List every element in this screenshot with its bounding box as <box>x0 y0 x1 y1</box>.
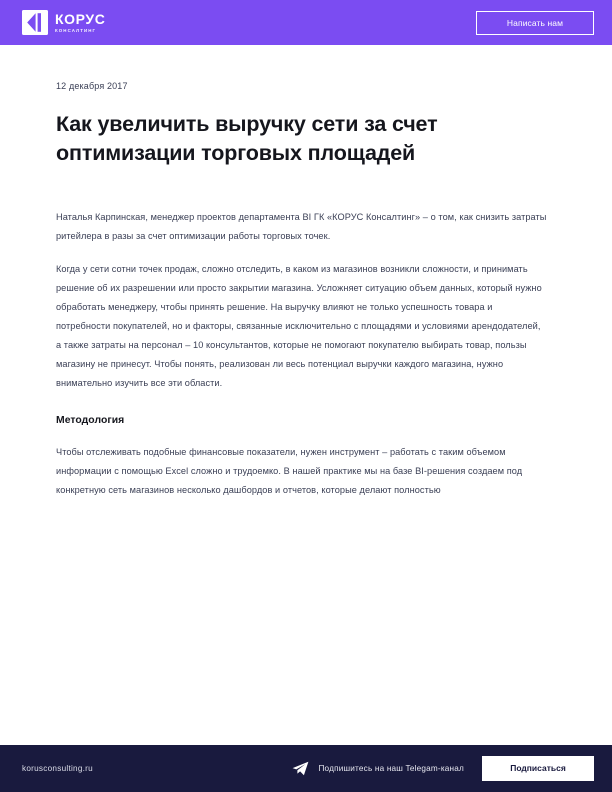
brand-logo[interactable] <box>22 10 105 35</box>
article-date: 12 декабря 2017 <box>56 81 128 91</box>
telegram-subscribe-label: Подпишитесь на наш Telegam-канал <box>318 764 464 773</box>
subscribe-button[interactable]: Подписаться <box>482 756 594 781</box>
brand-subtitle: КОНСАЛТИНГ <box>55 27 97 33</box>
contact-us-button[interactable]: Написать нам <box>476 11 594 35</box>
telegram-subscribe-link[interactable] <box>292 761 464 776</box>
article-body <box>56 208 567 501</box>
brand-wordmark <box>55 12 105 33</box>
korus-logo-icon <box>22 10 48 35</box>
article-lead-paragraph: Наталья Карпинская, менеджер проектов департамента BI ГК «КОРУС Консалтинг» – о том, как снизить затраты ритейлера в разы за счет оптимизации работы торговых точек. <box>56 211 547 241</box>
footer-site-url[interactable]: korusconsulting.ru <box>22 764 93 773</box>
article-paragraph-1: Когда у сети сотни точек продаж, сложно отследить, в каком из магазинов возникли сложности, и принимать решение об их разрешении или просто закрытии магазина. Усложняет ситуацию объем данных, который нужно обработать менеджеру, чтобы принять решение. На выручку влияют не только успешность товара и потребности покупателей, но и факторы, связанные исключительно с площадями и условиями арендодателей, а также затраты на персонал – 10 консультантов, которые не помогают покупателю выбирать товар, пользы магазину не принесут. Чтобы понять, реализован ли весь потенциал выручки каждого магазина, нужно внимательно изучить все эти области. <box>56 263 542 388</box>
site-footer <box>0 745 612 792</box>
article-paragraph-2: Чтобы отслеживать подобные финансовые показатели, нужен инструмент – работать с таким объемом информации с помощью Excel сложно и трудоемко. В нашей практике мы на базе BI-решения создаем под конкретную сеть магазинов несколько дашбордов и отчетов, которые делают полностью <box>56 447 523 496</box>
section-heading-methodology: Методология <box>56 415 125 427</box>
page-title: Как увеличить выручку сети за счет оптимизации торговых площадей <box>56 112 438 165</box>
site-header <box>0 0 612 45</box>
article-container <box>0 45 612 514</box>
brand-name: КОРУС <box>55 11 106 28</box>
telegram-paper-plane-icon <box>292 761 309 776</box>
